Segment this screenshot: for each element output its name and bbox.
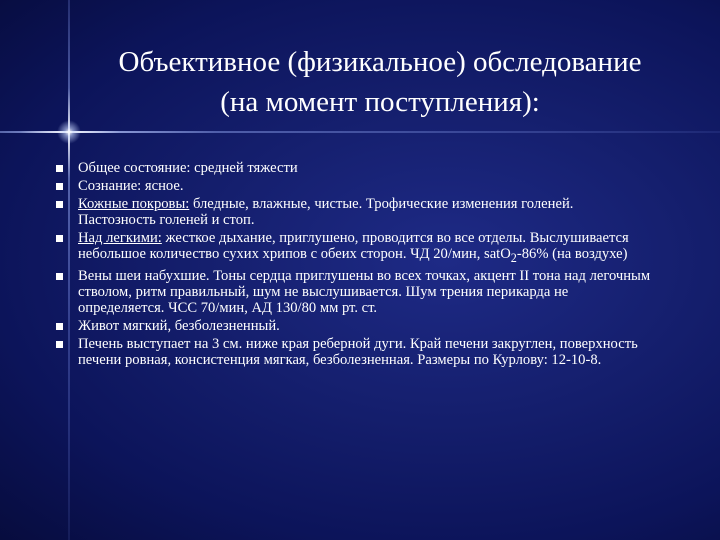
list-item bbox=[54, 196, 654, 228]
title-line-1: Объективное (физикальное) обследование bbox=[118, 46, 642, 78]
square-bullet-icon bbox=[56, 341, 63, 348]
slide-title bbox=[80, 42, 680, 122]
sparkle-icon bbox=[57, 120, 81, 144]
item-label: Кожные покровы: bbox=[78, 196, 190, 212]
item-text: бледные, влажные, чистые. Трофические изменения голеней. Пастозность голеней и стоп. bbox=[78, 196, 574, 228]
list-item bbox=[54, 268, 654, 316]
square-bullet-icon bbox=[56, 273, 63, 280]
square-bullet-icon bbox=[56, 165, 63, 172]
findings-list bbox=[54, 160, 654, 370]
square-bullet-icon bbox=[56, 235, 63, 242]
item-text: жесткое дыхание, приглушено, проводится во все отделы. Выслушивается небольшое количество сухих хрипов с обеих сторон. ЧД 20/мин, satO bbox=[78, 230, 629, 262]
square-bullet-icon bbox=[56, 183, 63, 190]
item-text: Печень выступает на 3 см. ниже края реберной дуги. Край печени закруглен, поверхность печени ровная, консистенция мягкая, безболезненная. Размеры по Курлову: 12-10-8. bbox=[78, 335, 638, 368]
item-text: Общее состояние: средней тяжести bbox=[78, 160, 298, 176]
item-text: Вены шеи набухшие. Тоны сердца приглушены во всех точках, акцент II тона над легочным стволом, ритм правильный, шум не выслушивается. Шум трения перикарда не определяется. ЧСС 70/мин, АД 130/80 мм рт. ст. bbox=[78, 267, 651, 316]
item-text: Живот мягкий, безболезненный. bbox=[78, 317, 280, 334]
item-text: Сознание: ясное. bbox=[78, 178, 184, 194]
square-bullet-icon bbox=[56, 201, 63, 208]
item-subscript: 2 bbox=[510, 250, 517, 265]
item-text-continued: -86% (на воздухе) bbox=[516, 246, 628, 262]
title-line-2: (на момент поступления): bbox=[220, 86, 540, 118]
list-item bbox=[54, 230, 654, 266]
list-item bbox=[54, 160, 654, 176]
list-item bbox=[54, 178, 654, 194]
list-item bbox=[54, 318, 654, 334]
list-item bbox=[54, 336, 654, 368]
square-bullet-icon bbox=[56, 323, 63, 330]
item-label: Над легкими: bbox=[78, 230, 162, 246]
